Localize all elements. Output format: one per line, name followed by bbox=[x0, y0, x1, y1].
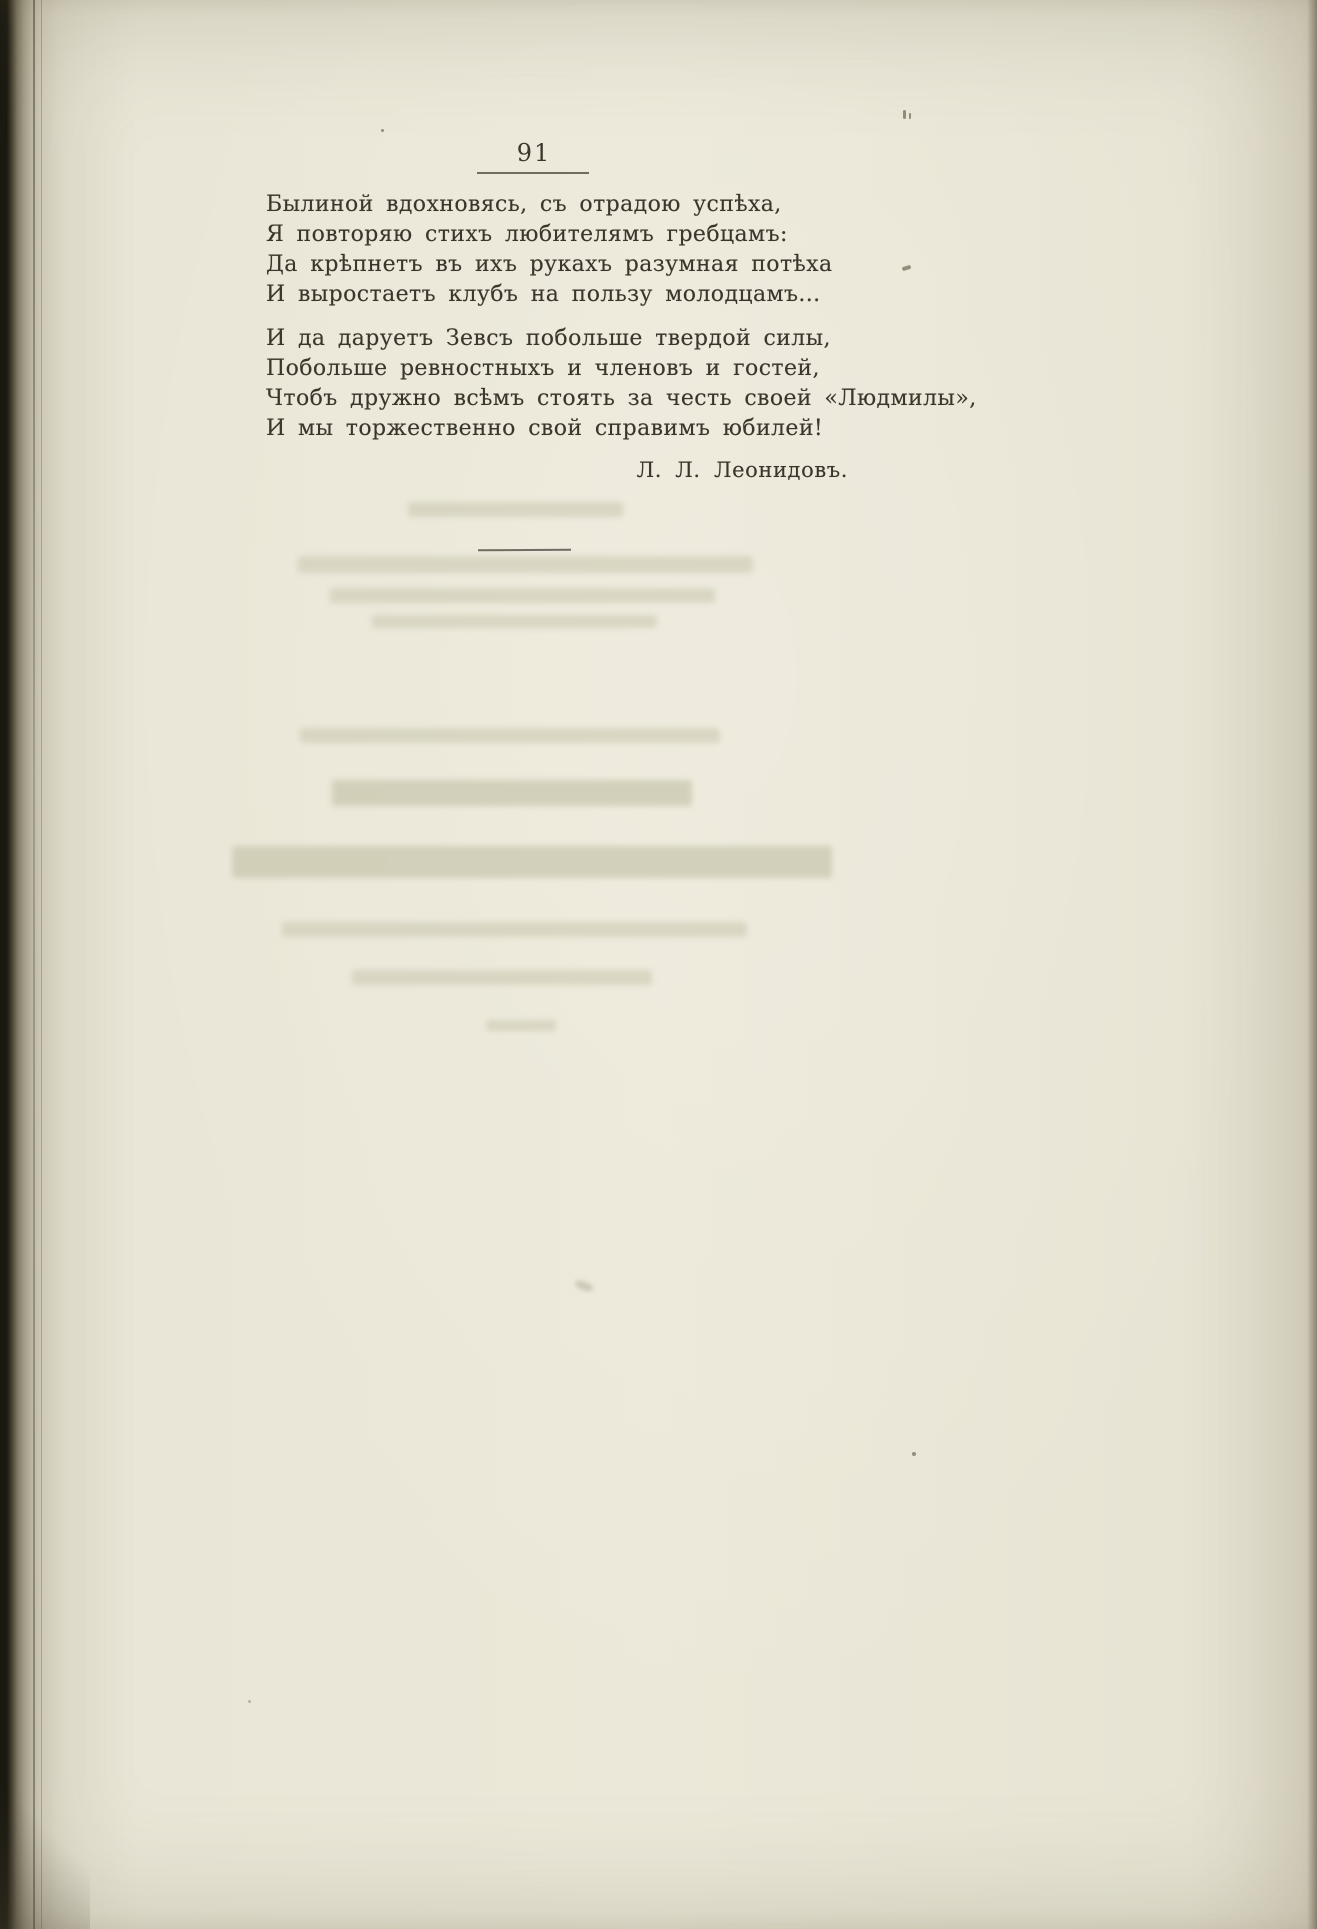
poem bbox=[266, 190, 977, 482]
page-corner-wear bbox=[0, 1789, 90, 1929]
page-crease-line bbox=[41, 0, 42, 1929]
poem-stanza-1 bbox=[266, 190, 872, 310]
section-divider-rule bbox=[478, 549, 571, 551]
poem-line: Я повторяю стихъ любителямъ гребцамъ: bbox=[266, 222, 788, 247]
page-crease-line bbox=[33, 0, 35, 1929]
poem-line: Чтобъ дружно всѣмъ стоять за честь своей «Людмилы», bbox=[266, 386, 977, 411]
ghost-line bbox=[298, 556, 753, 573]
ghost-line bbox=[332, 780, 692, 806]
ghost-line bbox=[300, 728, 720, 743]
ghost-line bbox=[486, 1020, 556, 1031]
page-number: 91 bbox=[516, 139, 552, 167]
ghost-line bbox=[372, 615, 657, 628]
ghost-line bbox=[408, 502, 623, 517]
poem-line: И да даруетъ Зевсъ побольше твердой силы, bbox=[266, 326, 831, 351]
scan-speck bbox=[909, 113, 911, 119]
book-binding-edge bbox=[0, 0, 58, 1929]
ghost-line bbox=[282, 922, 747, 937]
poem-line: И выростаетъ клубъ на пользу молодцамъ... bbox=[266, 282, 821, 307]
poem-line: Побольше ревностныхъ и членовъ и гостей, bbox=[266, 356, 820, 381]
ghost-line bbox=[330, 588, 715, 603]
scan-speck bbox=[381, 129, 384, 132]
page-number-rule bbox=[477, 172, 589, 174]
page-right-edge-shadow bbox=[1307, 0, 1317, 1929]
poem-line: Былиной вдохновясь, съ отрадою успѣха, bbox=[266, 192, 782, 217]
ghost-line bbox=[232, 846, 832, 878]
poem-stanza-2 bbox=[266, 324, 977, 444]
ghost-line bbox=[352, 970, 652, 985]
scan-speck bbox=[248, 1700, 251, 1703]
poem-signature: Л. Л. Леонидовъ. bbox=[636, 458, 848, 482]
poem-line: И мы торжественно свой справимъ юбилей! bbox=[266, 416, 824, 441]
poem-line: Да крѣпнетъ въ ихъ рукахъ разумная потѣха bbox=[266, 252, 833, 277]
scan-speck bbox=[902, 265, 912, 272]
scan-speck bbox=[903, 110, 906, 119]
scan-speck bbox=[912, 1452, 916, 1456]
scan-smudge bbox=[574, 1279, 594, 1293]
